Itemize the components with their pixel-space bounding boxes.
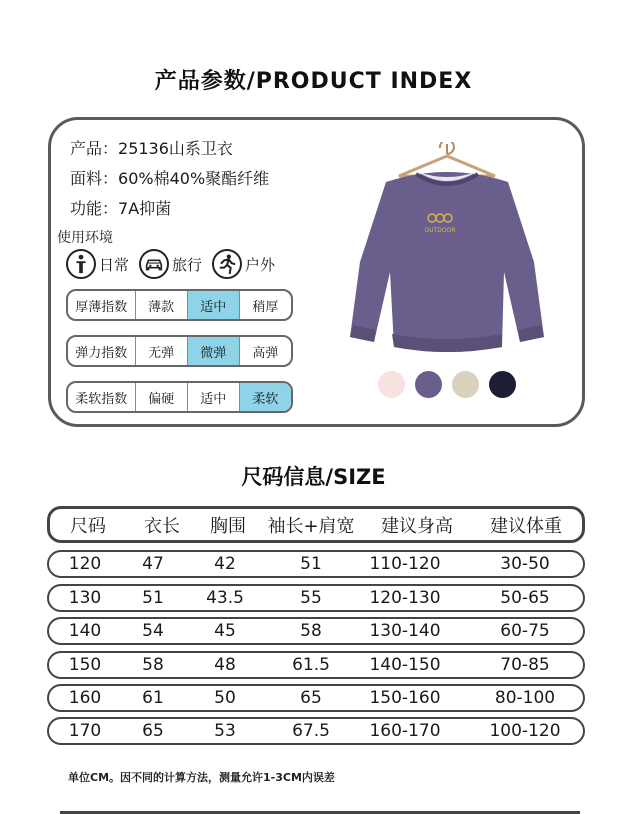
product-index-title: 产品参数/PRODUCT INDEX xyxy=(154,69,473,94)
scale-label: 弹力指数 xyxy=(75,345,128,361)
sweatshirt-logo-text: OUTDOOR xyxy=(424,227,456,234)
header-sleeve-shoulder: 袖长+肩宽 xyxy=(267,515,355,537)
size-row-170 xyxy=(47,717,585,745)
spec-label: 产品： xyxy=(70,139,119,158)
cell-size: 120 xyxy=(68,554,102,574)
color-swatch[interactable] xyxy=(378,371,405,398)
color-swatch[interactable] xyxy=(452,371,479,398)
scale-option-selected: 微弹 xyxy=(187,337,239,365)
size-row-120 xyxy=(47,550,585,578)
cell-size: 140 xyxy=(68,621,102,641)
cell-weight: 50-65 xyxy=(500,588,550,608)
size-row-160 xyxy=(47,684,585,712)
color-swatch[interactable] xyxy=(415,371,442,398)
scale-option: 稍厚 xyxy=(239,291,291,319)
spec-label: 面料： xyxy=(70,169,119,188)
scale-option: 无弹 xyxy=(135,337,187,365)
car-icon xyxy=(139,249,169,279)
measurement-footnote: 单位CM。因不同的计算方法，测量允许1-3CM内误差 xyxy=(68,771,335,784)
environment-label: 户外 xyxy=(245,255,276,274)
cell-chest: 50 xyxy=(214,688,236,708)
cell-sleeve-shoulder: 58 xyxy=(300,621,322,641)
elasticity-index-scale xyxy=(66,335,293,367)
environment-label: 旅行 xyxy=(172,255,203,274)
cell-height: 110-120 xyxy=(369,554,441,574)
cell-chest: 42 xyxy=(214,554,236,574)
size-table-header xyxy=(47,506,585,543)
cell-length: 54 xyxy=(142,621,164,641)
cell-size: 150 xyxy=(68,655,102,675)
cell-height: 120-130 xyxy=(369,588,441,608)
spec-product xyxy=(70,136,233,159)
cell-sleeve-shoulder: 65 xyxy=(300,688,322,708)
product-image-sweatshirt xyxy=(344,142,550,364)
size-row-130 xyxy=(47,584,585,612)
scale-option: 适中 xyxy=(187,383,239,411)
environment-item-travel xyxy=(139,249,202,279)
cell-length: 47 xyxy=(142,554,164,574)
cell-sleeve-shoulder: 61.5 xyxy=(292,655,330,675)
environment-title: 使用环境 xyxy=(57,230,113,246)
scale-option: 薄款 xyxy=(135,291,187,319)
cell-length: 61 xyxy=(142,688,164,708)
cell-length: 58 xyxy=(142,655,164,675)
spec-value: 7A抑菌 xyxy=(118,199,172,218)
scale-label: 厚薄指数 xyxy=(75,299,128,315)
cell-height: 160-170 xyxy=(369,721,441,741)
thickness-index-scale xyxy=(66,289,293,321)
cell-size: 170 xyxy=(68,721,102,741)
spec-value: 25136山系卫衣 xyxy=(118,139,233,158)
cell-size: 160 xyxy=(68,688,102,708)
spec-value: 60%棉40%聚酯纤维 xyxy=(118,169,270,188)
spec-label: 功能： xyxy=(70,199,119,218)
cell-weight: 70-85 xyxy=(500,655,550,675)
scale-option-selected: 柔软 xyxy=(239,383,291,411)
cell-chest: 48 xyxy=(214,655,236,675)
scale-option: 偏硬 xyxy=(135,383,187,411)
size-row-150 xyxy=(47,651,585,679)
cell-chest: 45 xyxy=(214,621,236,641)
cell-size: 130 xyxy=(68,588,102,608)
scale-option: 高弹 xyxy=(239,337,291,365)
header-weight: 建议体重 xyxy=(490,515,562,537)
cell-weight: 100-120 xyxy=(489,721,561,741)
cell-sleeve-shoulder: 55 xyxy=(300,588,322,608)
environment-item-outdoor xyxy=(212,249,275,279)
person-icon xyxy=(66,249,96,279)
size-row-140 xyxy=(47,617,585,645)
scale-option-selected: 适中 xyxy=(187,291,239,319)
cell-height: 150-160 xyxy=(369,688,441,708)
cell-weight: 60-75 xyxy=(500,621,550,641)
cell-weight: 80-100 xyxy=(494,688,556,708)
color-swatches xyxy=(378,371,516,398)
spec-function xyxy=(70,196,171,219)
environment-list xyxy=(66,249,281,279)
runner-icon xyxy=(212,249,242,279)
header-size: 尺码 xyxy=(70,515,106,537)
size-title: 尺码信息/SIZE xyxy=(241,465,386,489)
spec-fabric xyxy=(70,166,269,189)
environment-label: 日常 xyxy=(99,255,130,274)
cell-height: 140-150 xyxy=(369,655,441,675)
cell-length: 51 xyxy=(142,588,164,608)
cell-length: 65 xyxy=(142,721,164,741)
environment-item-daily xyxy=(66,249,129,279)
color-swatch[interactable] xyxy=(489,371,516,398)
cell-chest: 53 xyxy=(214,721,236,741)
cell-height: 130-140 xyxy=(369,621,441,641)
cell-weight: 30-50 xyxy=(500,554,550,574)
header-chest: 胸围 xyxy=(210,515,246,537)
softness-index-scale xyxy=(66,381,293,413)
cell-chest: 43.5 xyxy=(206,588,244,608)
cell-sleeve-shoulder: 51 xyxy=(300,554,322,574)
scale-label: 柔软指数 xyxy=(75,391,128,407)
header-length: 衣长 xyxy=(144,515,180,537)
cell-sleeve-shoulder: 67.5 xyxy=(292,721,330,741)
header-height: 建议身高 xyxy=(381,515,453,537)
